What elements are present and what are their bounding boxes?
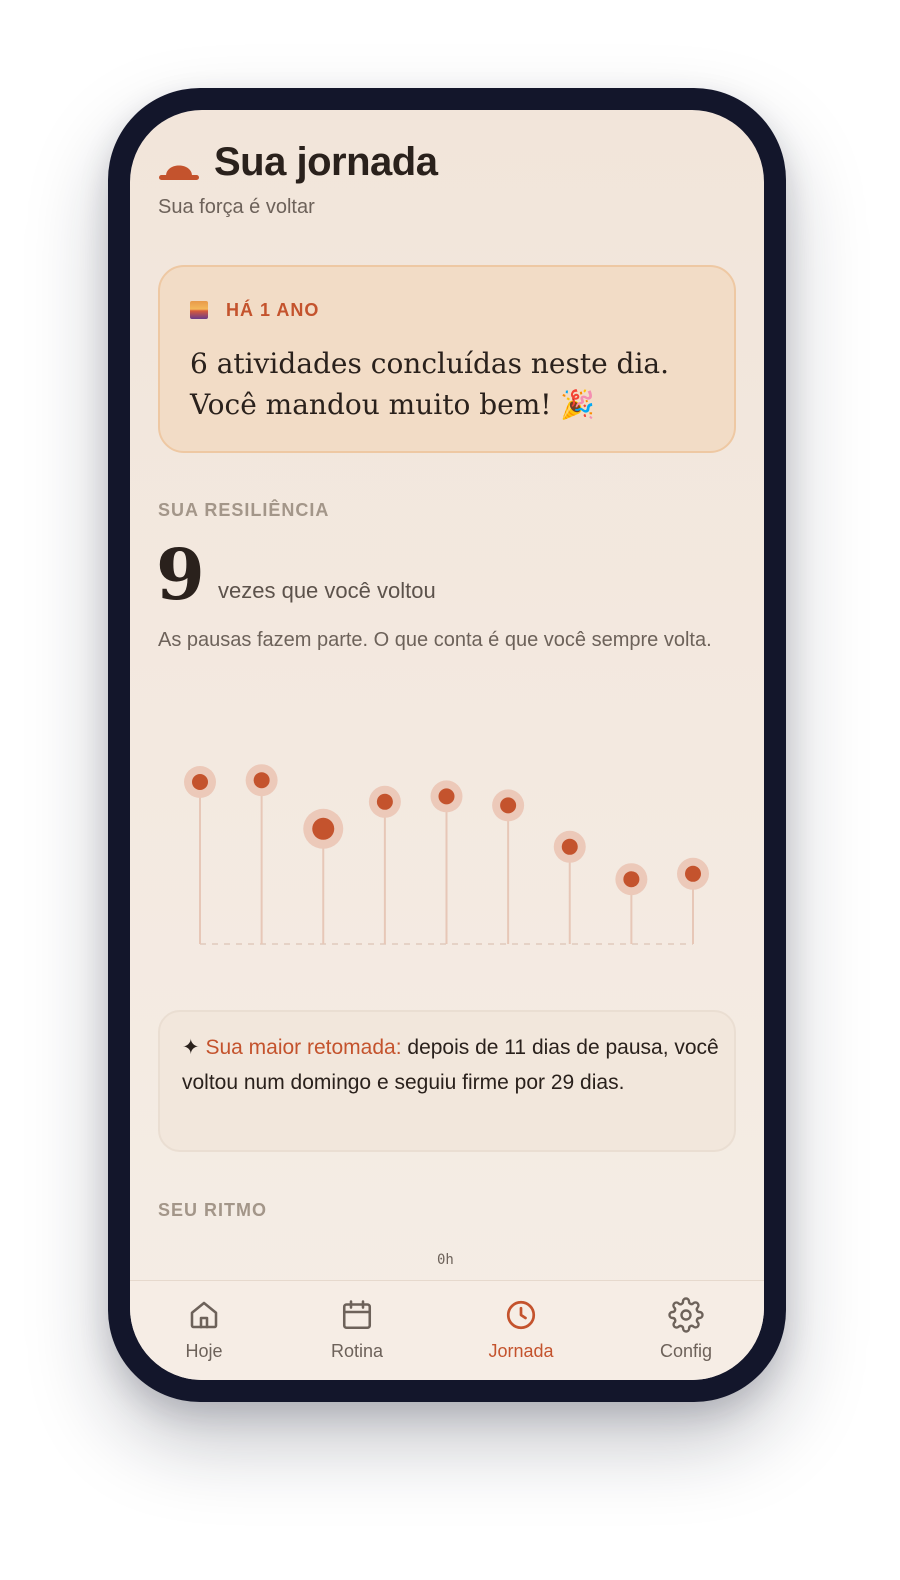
- chart-point: [377, 794, 393, 810]
- page-subtitle: Sua força é voltar: [158, 196, 315, 218]
- resilience-section-label: SUA RESILIÊNCIA: [158, 500, 330, 520]
- chart-point: [685, 866, 701, 882]
- tab-label-rotina: Rotina: [330, 1341, 384, 1361]
- tab-rotina[interactable]: [297, 1297, 417, 1362]
- tab-hoje[interactable]: [144, 1297, 264, 1362]
- tab-config[interactable]: [626, 1297, 746, 1362]
- tab-jornada[interactable]: [461, 1297, 581, 1362]
- resilience-description: As pausas fazem parte. O que conta é que você sempre volta.: [158, 629, 712, 651]
- tab-label-hoje: Hoje: [185, 1341, 223, 1361]
- clock-icon: [503, 1297, 539, 1333]
- memory-text: 6 atividades concluídas neste dia. Você mandou muito bem! 🎉: [190, 347, 670, 421]
- chart-point: [439, 788, 455, 804]
- gear-icon: [668, 1297, 704, 1333]
- page-title: Sua jornada: [214, 140, 438, 184]
- chart-point: [562, 839, 578, 855]
- resilience-count: 9: [156, 533, 205, 616]
- chart-point: [312, 818, 334, 840]
- calendar-icon: [339, 1297, 375, 1333]
- tab-label-jornada: Jornada: [488, 1341, 554, 1361]
- retake-body: depois de 11 dias de pausa, você voltou num domingo e seguiu firme por 29 dias.: [182, 1036, 719, 1094]
- hat-icon: [158, 158, 200, 182]
- chart-point: [254, 772, 270, 788]
- chart-point: [500, 797, 516, 813]
- tab-label-config: Config: [659, 1341, 713, 1361]
- home-icon: [186, 1297, 222, 1333]
- memory-label: HÁ 1 ANO: [226, 300, 320, 320]
- resilience-chart: [130, 700, 764, 980]
- chart-point: [192, 774, 208, 790]
- chart-point: [623, 871, 639, 887]
- retake-label: Sua maior retomada:: [205, 1036, 402, 1059]
- retake-card: [158, 1010, 736, 1152]
- rhythm-section-label: SEU RITMO: [158, 1200, 268, 1220]
- tab-bar: [130, 1280, 764, 1380]
- retake-text: [182, 1030, 722, 1100]
- app-screen: [130, 110, 764, 1380]
- rhythm-axis-label: 0h: [437, 1252, 454, 1268]
- sparkle-icon: ✦: [182, 1036, 200, 1059]
- sunset-emoji-icon: [190, 301, 208, 319]
- memory-card[interactable]: [158, 265, 736, 453]
- resilience-caption: vezes que você voltou: [218, 578, 436, 603]
